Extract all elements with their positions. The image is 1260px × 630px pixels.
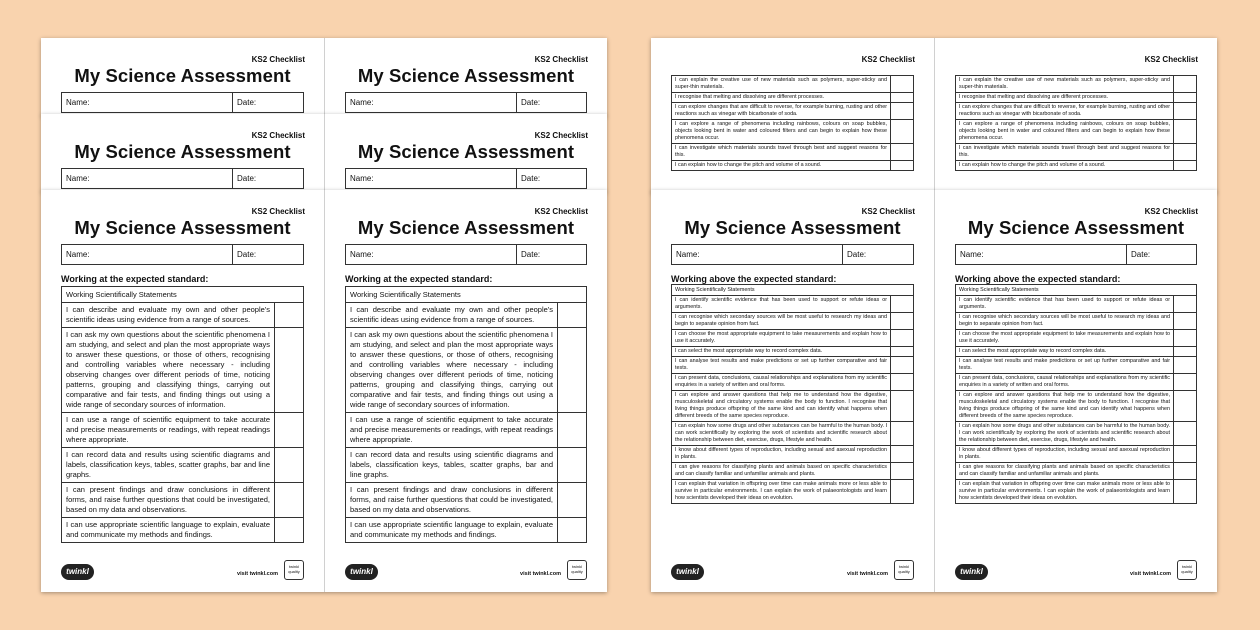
table-row (956, 161, 1197, 171)
sheet-left-back-2 (41, 114, 607, 192)
check-box[interactable] (1174, 422, 1197, 446)
table-row (956, 76, 1197, 93)
check-box[interactable] (1174, 391, 1197, 422)
check-box[interactable] (558, 328, 587, 413)
statement-text: I can ask my own questions about the scientific phenomena I am studying, and select and plan the most appropriate ways to answer these questions, or those of others, recognising and controlling variables where necessary - including observing changes over different periods of time, noticing patterns, grouping and classifying things, carrying out comparative and fair tests, and finding things out using a wide range of secondary sources of information. (62, 328, 275, 413)
table-row (956, 374, 1197, 391)
page-right (324, 38, 607, 116)
statements-table (955, 75, 1197, 171)
ks2-label: KS2 Checklist (534, 207, 588, 216)
statement-text: I can select the most appropriate way to record complex data. (956, 347, 1174, 357)
date-field[interactable]: Date: (1131, 250, 1151, 259)
check-box[interactable] (891, 330, 914, 347)
table-row (346, 483, 587, 518)
page-footer (61, 558, 304, 580)
table-row (672, 463, 914, 480)
section-heading: Working at the expected standard: (61, 274, 209, 284)
table-row (672, 374, 914, 391)
check-box[interactable] (558, 518, 587, 543)
quality-badge-icon: twinkl quality (894, 560, 914, 580)
table-row (672, 330, 914, 347)
check-box[interactable] (891, 296, 914, 313)
statement-text: I can explain how some drugs and other substances can be harmful to the human body. I can work scientifically by exploring the work of scientists and scientific research about the relationship between diet, exercise, drugs, lifestyle and health. (672, 422, 891, 446)
table-row (672, 422, 914, 446)
statement-text: I can explain the creative use of new materials such as polymers, super-sticky and super-thin materials. (956, 76, 1174, 93)
name-field[interactable]: Name: (956, 245, 1127, 264)
page-left (651, 38, 934, 193)
statement-text: I can explain how to change the pitch and volume of a sound. (956, 161, 1174, 171)
name-field[interactable]: Name: (346, 245, 517, 264)
name-date-box (61, 244, 304, 265)
statements-table (671, 75, 914, 171)
table-row (956, 357, 1197, 374)
page-title: My Science Assessment (74, 65, 291, 86)
statement-text: I can analyse test results and make predictions or set up further comparative and fair tests. (672, 357, 891, 374)
statement-text: I can explore a range of phenomena including rainbows, colours on soap bubbles, objects looking bent in water and coloured filters and can begin to explain how these phenomena occur. (956, 120, 1174, 144)
ks2-label: KS2 Checklist (1144, 207, 1198, 216)
statement-text: I can give reasons for classifying plants and animals based on specific characteristics and can classify familiar and unfamiliar animals and plants. (672, 463, 891, 480)
page-right (934, 190, 1217, 592)
table-row (672, 347, 914, 357)
check-box[interactable] (1174, 446, 1197, 463)
check-box[interactable] (1174, 374, 1197, 391)
page-title: My Science Assessment (357, 217, 575, 238)
check-box[interactable] (891, 144, 914, 161)
table-row (956, 296, 1197, 313)
check-box[interactable] (1174, 144, 1197, 161)
table-header: Working Scientifically Statements (62, 287, 304, 303)
check-box[interactable] (891, 374, 914, 391)
statement-text: I can present data, conclusions, causal relationships and explanations from my scientific enquiries in a variety of written and oral forms. (956, 374, 1174, 391)
ks2-label: KS2 Checklist (251, 131, 305, 140)
visit-link[interactable]: visit twinkl.com (847, 571, 888, 577)
table-row (346, 448, 587, 483)
table-row (956, 422, 1197, 446)
table-row (346, 303, 587, 328)
table-row (956, 347, 1197, 357)
check-box[interactable] (1174, 357, 1197, 374)
table-row (62, 518, 304, 543)
page-footer (955, 558, 1197, 580)
statements-table (61, 286, 304, 543)
table-row (672, 93, 914, 103)
check-box[interactable] (1174, 93, 1197, 103)
name-date-box (955, 244, 1197, 265)
page-title: My Science Assessment (357, 65, 575, 86)
ks2-label: KS2 Checklist (861, 55, 915, 64)
table-row (956, 93, 1197, 103)
page-title: My Science Assessment (74, 217, 291, 238)
statement-text: I know about different types of reproduction, including sexual and asexual reproduction in plants. (956, 446, 1174, 463)
check-box[interactable] (891, 93, 914, 103)
statement-text: I can ask my own questions about the scientific phenomena I am studying, and select and plan the most appropriate ways to answer these questions, or those of others, recognising and controlling variables where necessary - including observing changes over different periods of time, noticing patterns, grouping and classifying things, carrying out comparative and fair tests, and finding things out using a wide range of secondary sources of information. (346, 328, 558, 413)
check-box[interactable] (275, 518, 304, 543)
name-date-box (345, 244, 587, 265)
table-row (672, 120, 914, 144)
statement-text: I can record data and results using scientific diagrams and labels, classification keys, tables, scatter graphs, bar and line graphs. (62, 448, 275, 483)
statement-text: I can explain how some drugs and other substances can be harmful to the human body. I can work scientifically by exploring the work of scientists and scientific research about the relationship between diet, exercise, drugs, lifestyle and health. (956, 422, 1174, 446)
statement-text: I can choose the most appropriate equipment to take measurements and explain how to use it accurately. (672, 330, 891, 347)
table-row (62, 448, 304, 483)
statement-text: I recognise that melting and dissolving are different processes. (956, 93, 1174, 103)
statement-text: I can describe and evaluate my own and other people's scientific ideas using evidence from a range of sources. (346, 303, 558, 328)
name-field[interactable]: Name: (62, 169, 233, 188)
page-left (41, 38, 324, 116)
statement-text: I can explain that variation in offspring over time can make animals more or less able to survive in particular environments. I can explain the work of palaeontologists and learn how scientists developed their ideas on evolution. (956, 480, 1174, 504)
sheet-right-back (651, 38, 1217, 193)
statements-table (955, 284, 1197, 504)
table-row (672, 313, 914, 330)
check-box[interactable] (275, 483, 304, 518)
table-row (672, 480, 914, 504)
check-box[interactable] (275, 448, 304, 483)
table-row (956, 391, 1197, 422)
page-footer (345, 558, 587, 580)
statement-text: I can describe and evaluate my own and other people's scientific ideas using evidence from a range of sources. (62, 303, 275, 328)
check-box[interactable] (891, 76, 914, 93)
check-box[interactable] (558, 303, 587, 328)
statement-text: I can use appropriate scientific language to explain, evaluate and communicate my methods and findings. (346, 518, 558, 543)
statement-text: I can present data, conclusions, causal relationships and explanations from my scientific enquiries in a variety of written and oral forms. (672, 374, 891, 391)
table-row (672, 144, 914, 161)
table-row (956, 463, 1197, 480)
table-header: Working Scientifically Statements (346, 287, 587, 303)
statement-text: I can explain that variation in offspring over time can make animals more or less able to survive in particular environments. I can explain the work of palaeontologists and learn how scientists developed their ideas on evolution. (672, 480, 891, 504)
check-box[interactable] (1174, 103, 1197, 120)
table-row (62, 413, 304, 448)
ks2-label: KS2 Checklist (1144, 55, 1198, 64)
statement-text: I can explore changes that are difficult to reverse, for example burning, rusting and other reactions such as vinegar with bicarbonate of soda. (672, 103, 891, 120)
table-row (62, 303, 304, 328)
table-row (672, 76, 914, 93)
table-row (346, 413, 587, 448)
page-title: My Science Assessment (357, 141, 575, 162)
table-row (672, 446, 914, 463)
table-row (672, 103, 914, 120)
statement-text: I can explore and answer questions that help me to understand how the digestive, musculoskeletal and circulatory systems enable the body to function. I recognise that living things produce offspring of the same kind and can identify what happens when different breeds of the same species reproduce. (672, 391, 891, 422)
check-box[interactable] (1174, 161, 1197, 171)
check-box[interactable] (558, 448, 587, 483)
twinkl-logo: twinkl (955, 564, 988, 580)
statement-text: I can present findings and draw conclusions in different forms, and raise further questions that could be investigated, based on my data and observations. (62, 483, 275, 518)
check-box[interactable] (558, 483, 587, 518)
table-row (346, 328, 587, 413)
name-field[interactable]: Name: (346, 93, 517, 112)
check-box[interactable] (891, 480, 914, 504)
statement-text: I can investigate which materials sounds travel through best and suggest reasons for this. (672, 144, 891, 161)
date-field[interactable]: Date: (847, 250, 867, 259)
name-field[interactable]: Name: (62, 93, 233, 112)
statement-text: I can give reasons for classifying plants and animals based on specific characteristics and can classify familiar and unfamiliar animals and plants. (956, 463, 1174, 480)
table-header: Working Scientifically Statements (956, 285, 1197, 296)
table-row (62, 483, 304, 518)
page-right (934, 38, 1217, 193)
statement-text: I can record data and results using scientific diagrams and labels, classification keys, tables, scatter graphs, bar and line graphs. (346, 448, 558, 483)
check-box[interactable] (275, 413, 304, 448)
name-date-box (345, 92, 587, 113)
statement-text: I can present findings and draw conclusions in different forms, and raise further questions that could be investigated, based on my data and observations. (346, 483, 558, 518)
statement-text: I can analyse test results and make predictions or set up further comparative and fair tests. (956, 357, 1174, 374)
check-box[interactable] (1174, 120, 1197, 144)
name-field[interactable]: Name: (346, 169, 517, 188)
table-row (672, 391, 914, 422)
check-box[interactable] (891, 357, 914, 374)
visit-link[interactable]: visit twinkl.com (520, 571, 561, 577)
check-box[interactable] (558, 413, 587, 448)
statement-text: I can use appropriate scientific language to explain, evaluate and communicate my methods and findings. (62, 518, 275, 543)
ks2-label: KS2 Checklist (534, 131, 588, 140)
page-title: My Science Assessment (967, 217, 1185, 238)
date-field[interactable]: Date: (237, 174, 257, 183)
check-box[interactable] (1174, 463, 1197, 480)
page-left (41, 114, 324, 192)
sheet-left-front (41, 190, 607, 592)
check-box[interactable] (891, 313, 914, 330)
name-field[interactable]: Name: (672, 245, 843, 264)
twinkl-logo: twinkl (345, 564, 378, 580)
check-box[interactable] (1174, 480, 1197, 504)
page-right (324, 190, 607, 592)
check-box[interactable] (891, 446, 914, 463)
statement-text: I can identify scientific evidence that has been used to support or refute ideas or arguments. (672, 296, 891, 313)
statements-table (345, 286, 587, 543)
section-heading: Working above the expected standard: (671, 274, 837, 284)
name-date-box (345, 168, 587, 189)
statement-text: I recognise that melting and dissolving are different processes. (672, 93, 891, 103)
statement-text: I can explore a range of phenomena including rainbows, colours on soap bubbles, objects looking bent in water and coloured filters and can begin to explain how these phenomena occur. (672, 120, 891, 144)
name-field[interactable]: Name: (62, 245, 233, 264)
page-left (651, 190, 934, 592)
statement-text: I can recognise which secondary sources will be most useful to research my ideas and begin to separate opinion from fact. (956, 313, 1174, 330)
statement-text: I can explore and answer questions that help me to understand how the digestive, musculoskeletal and circulatory systems enable the body to function. I recognise that living things produce offspring of the same kind and can identify what happens when different breeds of the same species reproduce. (956, 391, 1174, 422)
page-right (324, 114, 607, 192)
page-title: My Science Assessment (74, 141, 291, 162)
date-field[interactable]: Date: (237, 250, 257, 259)
statement-text: I can recognise which secondary sources will be most useful to research my ideas and begin to separate opinion from fact. (672, 313, 891, 330)
check-box[interactable] (891, 120, 914, 144)
date-field[interactable]: Date: (521, 98, 541, 107)
statement-text: I can explain the creative use of new materials such as polymers, super-sticky and super-thin materials. (672, 76, 891, 93)
date-field[interactable]: Date: (521, 174, 541, 183)
twinkl-logo: twinkl (61, 564, 94, 580)
page-left (41, 190, 324, 592)
statement-text: I can explain how to change the pitch and volume of a sound. (672, 161, 891, 171)
section-heading: Working above the expected standard: (955, 274, 1121, 284)
table-row (672, 161, 914, 171)
check-box[interactable] (1174, 296, 1197, 313)
check-box[interactable] (891, 422, 914, 446)
name-date-box (61, 168, 304, 189)
visit-link[interactable]: visit twinkl.com (237, 571, 278, 577)
check-box[interactable] (891, 161, 914, 171)
sheet-left-back-1 (41, 38, 607, 116)
check-box[interactable] (1174, 330, 1197, 347)
date-field[interactable]: Date: (521, 250, 541, 259)
check-box[interactable] (891, 463, 914, 480)
section-heading: Working at the expected standard: (345, 274, 493, 284)
twinkl-logo: twinkl (671, 564, 704, 580)
statement-text: I can choose the most appropriate equipment to take measurements and explain how to use it accurately. (956, 330, 1174, 347)
page-footer (671, 558, 914, 580)
table-row (956, 480, 1197, 504)
check-box[interactable] (891, 391, 914, 422)
statement-text: I can use a range of scientific equipment to take accurate and precise measurements or readings, with repeat readings where appropriate. (62, 413, 275, 448)
check-box[interactable] (275, 328, 304, 413)
name-date-box (61, 92, 304, 113)
quality-badge-icon: twinkl quality (284, 560, 304, 580)
check-box[interactable] (891, 347, 914, 357)
statements-table (671, 284, 914, 504)
quality-badge-icon: twinkl quality (1177, 560, 1197, 580)
table-row (956, 103, 1197, 120)
visit-link[interactable]: visit twinkl.com (1130, 571, 1171, 577)
check-box[interactable] (275, 303, 304, 328)
table-row (672, 357, 914, 374)
table-row (956, 120, 1197, 144)
table-row (956, 330, 1197, 347)
date-field[interactable]: Date: (237, 98, 257, 107)
statement-text: I can identify scientific evidence that has been used to support or refute ideas or arguments. (956, 296, 1174, 313)
ks2-label: KS2 Checklist (251, 55, 305, 64)
statement-text: I can investigate which materials sounds travel through best and suggest reasons for this. (956, 144, 1174, 161)
table-row (956, 313, 1197, 330)
ks2-label: KS2 Checklist (861, 207, 915, 216)
check-box[interactable] (1174, 313, 1197, 330)
statement-text: I can select the most appropriate way to record complex data. (672, 347, 891, 357)
page-title: My Science Assessment (684, 217, 901, 238)
quality-badge-icon: twinkl quality (567, 560, 587, 580)
check-box[interactable] (1174, 76, 1197, 93)
statement-text: I can explore changes that are difficult to reverse, for example burning, rusting and other reactions such as vinegar with bicarbonate of soda. (956, 103, 1174, 120)
statement-text: I can use a range of scientific equipment to take accurate and precise measurements or readings, with repeat readings where appropriate. (346, 413, 558, 448)
table-row (956, 144, 1197, 161)
sheet-right-front (651, 190, 1217, 592)
table-row (672, 296, 914, 313)
table-row (62, 328, 304, 413)
table-row (956, 446, 1197, 463)
ks2-label: KS2 Checklist (534, 55, 588, 64)
table-row (346, 518, 587, 543)
table-header: Working Scientifically Statements (672, 285, 914, 296)
check-box[interactable] (1174, 347, 1197, 357)
statement-text: I know about different types of reproduction, including sexual and asexual reproduction in plants. (672, 446, 891, 463)
ks2-label: KS2 Checklist (251, 207, 305, 216)
check-box[interactable] (891, 103, 914, 120)
name-date-box (671, 244, 914, 265)
